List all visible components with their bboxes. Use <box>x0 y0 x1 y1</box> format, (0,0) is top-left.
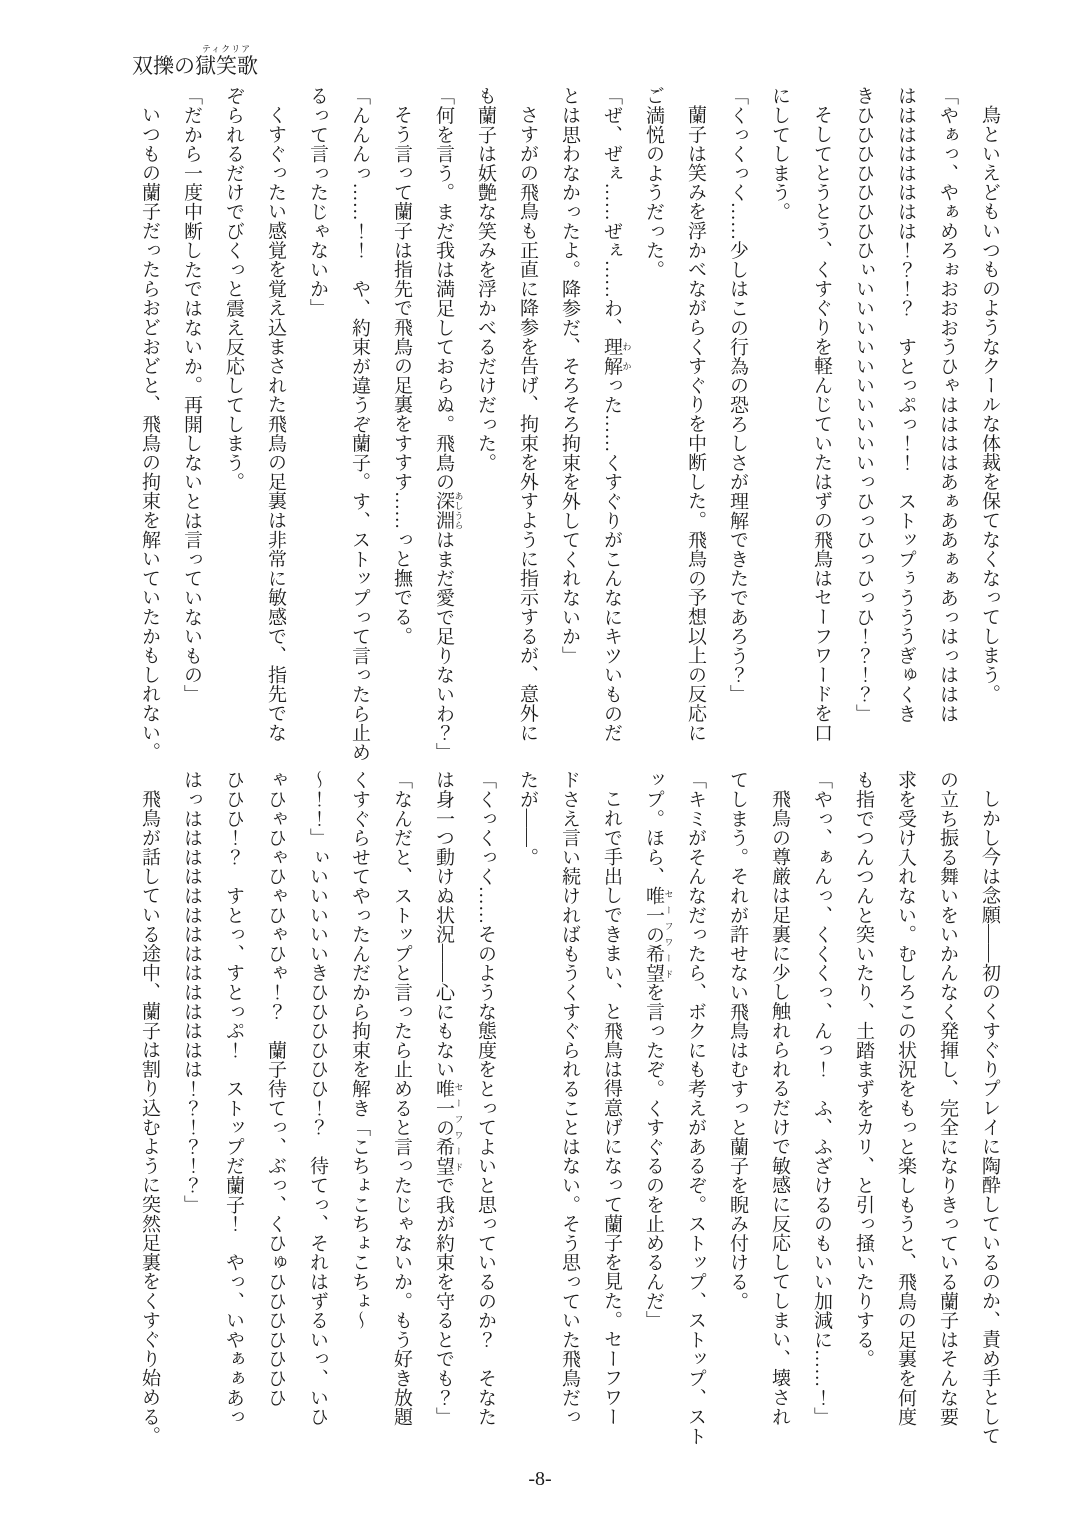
text-run: 飛鳥が話している途中、蘭子は割り込むように突然足裏をくすぐり始める。 <box>139 789 160 1446</box>
bottom-text-block <box>128 770 1010 1450</box>
text-run: さすがの飛鳥も正直に降参を告げ、拘束を外すように指示するが、意外に <box>517 105 538 742</box>
text-run: 蘭子は笑みを浮かべながらくすぐりを中断した。飛鳥の予想以上の反応に <box>685 105 706 742</box>
text-run: で我が約束を守るとでも？」 <box>433 1175 454 1427</box>
title-ruby <box>195 44 258 78</box>
text-column <box>506 770 548 1450</box>
text-run: ぞられるだけでびくっと震え反応してしまう。 <box>223 86 244 492</box>
text-column <box>548 86 590 736</box>
text-run: はははははははは！？！？ すとっぷっ！！ ストップぅうううぎゅくき <box>895 86 916 723</box>
text-run: 「やぁっ、やぁめろぉおおおうひゃははははあぁああぁぁあっはっははは <box>937 86 958 723</box>
text-run: 「何を言う。まだ我は満足しておらぬ。飛鳥の <box>433 86 454 492</box>
top-text-block <box>128 86 1010 762</box>
text-run: くすぐったい感覚を覚え込まされた飛鳥の足裏は非常に敏感で、指先でな <box>265 105 286 742</box>
text-run: たが――。 <box>517 770 538 867</box>
page-number: -8- <box>528 1468 552 1490</box>
text-run: 〜！！」ぃいいいいいきひひひひひひ！？ 待てっ、それはずるいっ、いひ <box>307 770 328 1427</box>
text-column <box>590 770 632 1450</box>
text-run: も指でつんつんと突いたり、土踏まずをカリ、と引っ掻いたりする。 <box>853 770 874 1369</box>
text-run: 鳥といえどもいつものようなクールな体裁を保てなくなってしまう。 <box>979 105 1000 704</box>
text-column <box>254 770 296 1450</box>
title-prefix: 双擽の <box>132 54 195 78</box>
text-column <box>968 770 1010 1450</box>
text-run: を言ったぞ。くすぐるのを止めるんだ」 <box>643 982 664 1330</box>
text-column <box>632 86 674 736</box>
text-run: ップ。ほら、 <box>643 770 664 886</box>
ruby-annotation: 唯一の希望 セーフワード <box>433 1078 464 1176</box>
text-column <box>968 86 1010 736</box>
text-column <box>842 770 884 1450</box>
text-run: も蘭子は妖艶な笑みを浮かべるだけだった。 <box>475 86 496 472</box>
text-column <box>212 86 254 736</box>
text-column <box>674 86 716 742</box>
text-column <box>296 770 338 1450</box>
text-column <box>338 86 380 762</box>
text-column <box>338 770 380 1450</box>
text-column <box>128 770 170 1450</box>
ruby-annotation: 深淵 あしうら <box>433 491 464 530</box>
text-run: の立ち振る舞いをいかんなく発揮し、完全になりきっている蘭子はそんな要 <box>937 770 958 1427</box>
text-run: 「くっくっく……そのような態度をとってよいと思っているのか？ そなた <box>475 770 496 1427</box>
text-run: きひひひひひひひひぃいいいいいいいいいいっひっひっひっひ！？！？」 <box>853 86 874 723</box>
text-run: った……くすぐりがこんなにキツいものだ <box>601 375 622 743</box>
text-run: るって言ったじゃないか」 <box>307 86 328 318</box>
text-run: は身一つ動けぬ状況――心にもない <box>433 770 454 1079</box>
text-run: はまだ愛で足りないわ？」 <box>433 529 454 762</box>
text-run: これで手出しできまい、と飛鳥は得意げになって蘭子を見た。セーフワー <box>601 789 622 1426</box>
text-run: にしてしまう。 <box>769 86 790 222</box>
text-run: しかし今は念願――初のくすぐりプレイに陶酔しているのか、責め手として <box>979 789 1000 1446</box>
text-run: てしまう。それが許せない飛鳥はむすっと蘭子を睨み付ける。 <box>727 770 748 1311</box>
text-run: 「キミがそんなだったら、ボクにも考えがあるぞ。ストップ、ストップ、スト <box>685 770 706 1446</box>
text-column <box>632 770 674 1450</box>
text-run: そしてとうとう、くすぐりを軽んじていたはずの飛鳥はセーフワードを口 <box>811 105 832 742</box>
text-run: ひひひ！？ すとっ、すとっぷ！ ストップだ蘭子！ やっ、いやぁぁあっ <box>223 770 244 1427</box>
text-run: はっはははははははははははははは！？！？！？」 <box>181 770 202 1214</box>
text-run: くすぐらせてやったんだから拘束を解き「こちょこちょこちょ〜 <box>349 770 370 1330</box>
text-column <box>464 770 506 1450</box>
text-run: ご満悦のようだった。 <box>643 86 664 279</box>
text-column <box>464 86 506 736</box>
text-column <box>926 86 968 736</box>
text-column <box>716 770 758 1450</box>
text-column <box>380 770 422 1450</box>
title-ruby-text: ティクリア <box>195 44 258 54</box>
text-run: ゃひゃひゃひゃひゃひゃ！？ 蘭子待てっ、ぶっ、くひゅひひひひひひひ <box>265 770 286 1407</box>
text-column <box>254 86 296 742</box>
text-run: いつもの蘭子だったらおどおどと、飛鳥の拘束を解いていたかもしれない。 <box>139 105 160 762</box>
text-column <box>380 86 422 736</box>
text-column <box>842 86 884 736</box>
text-column <box>884 86 926 736</box>
text-column <box>422 770 464 1450</box>
text-run: とは思わなかったよ。降参だ、そろそろ拘束を外してくれないか」 <box>559 86 580 665</box>
text-column <box>128 86 170 762</box>
text-run: 「やっ、ぁんっ、くくくっ、んっ！ ふ、ふざけるのもいい加減に……！」 <box>811 770 832 1427</box>
text-column <box>884 770 926 1450</box>
text-column <box>758 770 800 1450</box>
text-run: 飛鳥の尊厳は足裏に少し触れられるだけで敏感に反応してしまい、壊され <box>769 789 790 1426</box>
text-column <box>422 86 464 762</box>
text-column <box>590 86 632 743</box>
text-run: 「ぜ、ぜぇ……ぜぇ……わ、 <box>601 86 622 337</box>
text-column <box>926 770 968 1450</box>
title-ruby-base: 獄笑歌 <box>195 54 258 78</box>
text-column <box>800 86 842 742</box>
text-column <box>170 770 212 1450</box>
text-run: 「だから一度中断したではないか。再開しないとは言っていないもの」 <box>181 86 202 704</box>
text-column <box>548 770 590 1450</box>
ruby-annotation: 理解 わか <box>601 336 632 376</box>
text-column <box>674 770 716 1450</box>
text-column <box>758 86 800 736</box>
text-column <box>170 86 212 736</box>
text-column <box>800 770 842 1450</box>
text-column <box>296 86 338 736</box>
text-column <box>716 86 758 736</box>
text-run: ドさえ言い続ければもうくすぐられることはない。そう思っていた飛鳥だっ <box>559 770 580 1427</box>
text-run: 「なんだと、ストップと言ったら止めると言ったじゃないか。もう好き放題 <box>391 770 412 1427</box>
page-title <box>132 44 258 78</box>
text-run: 「くっくっく……少しはこの行為の恐ろしさが理解できたであろう？」 <box>727 86 748 704</box>
text-run: そう言って蘭子は指先で飛鳥の足裏をすすす……っと撫でる。 <box>391 105 412 646</box>
text-column <box>212 770 254 1450</box>
ruby-annotation: 唯一の希望 セーフワード <box>643 885 674 983</box>
text-run: 求を受け入れない。むしろこの状況をもっと楽しもうと、飛鳥の足裏を何度 <box>895 770 916 1427</box>
text-column <box>506 86 548 742</box>
text-run: 「んんんっ……！！ や、約束が違うぞ蘭子。す、ストップって言ったら止め <box>349 86 370 762</box>
